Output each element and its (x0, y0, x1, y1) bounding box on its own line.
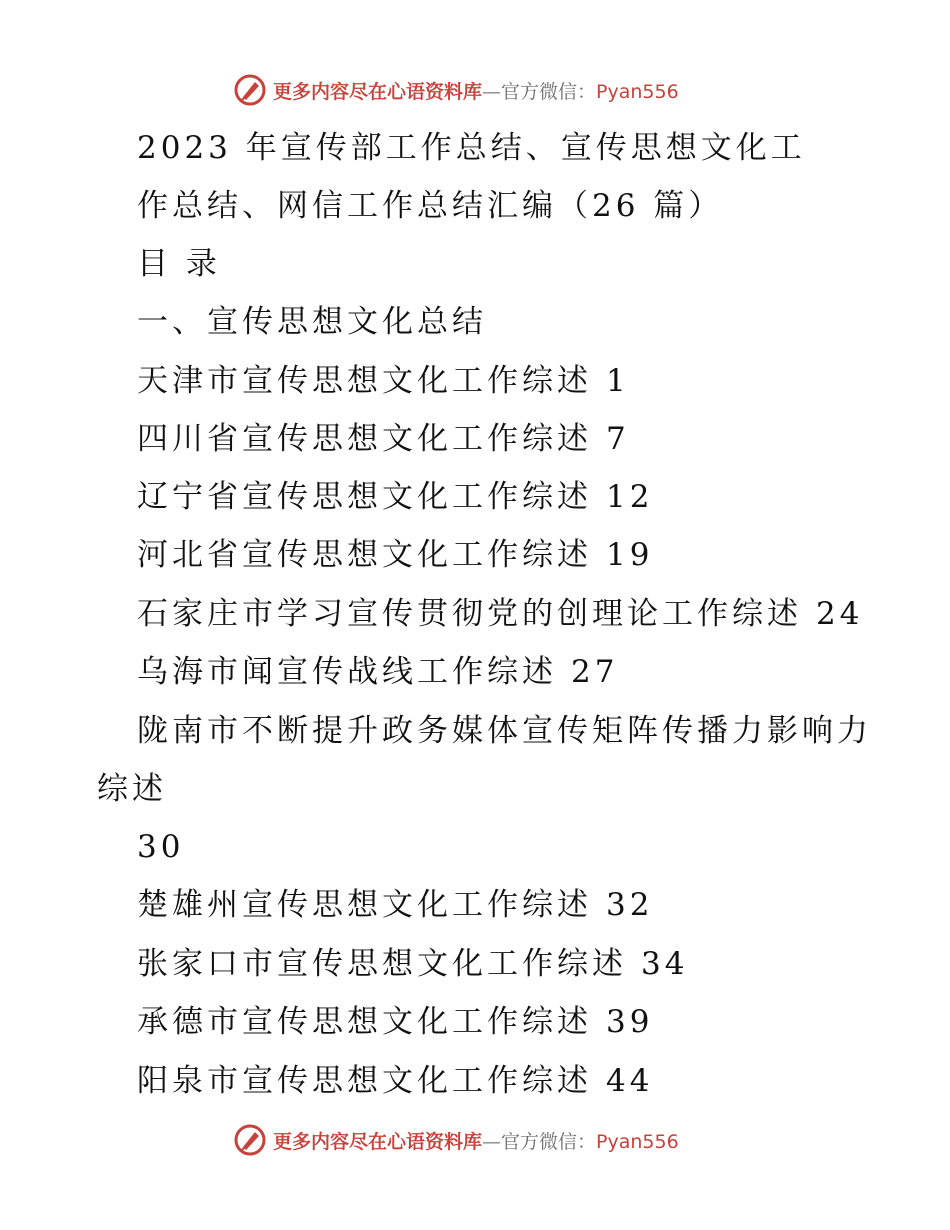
document-title-line-1: 2023 年宣传部工作总结、宣传思想文化工 (137, 130, 806, 166)
toc-entry-page: 1 (606, 363, 630, 399)
watermark-sub-text: 官方微信： (501, 1130, 597, 1153)
watermark-sub-text: 官方微信： (501, 80, 597, 103)
toc-entry-page: 19 (606, 537, 654, 573)
watermark-main-text: 更多内容尽在心语资料库 (273, 1130, 483, 1153)
toc-entry-title: 天津市宣传思想文化工作综述 (137, 363, 592, 399)
toc-entry-title-line-2: 综述 (97, 771, 167, 807)
pen-nib-logo-icon (233, 73, 267, 107)
toc-entry-title-line-1: 陇南市不断提升政务媒体宣传矩阵传播力影响力 (137, 713, 872, 749)
toc-entry (137, 944, 688, 984)
toc-entry (137, 477, 653, 517)
footer-watermark (233, 1120, 679, 1160)
watermark-separator: — (482, 80, 502, 103)
toc-entry (137, 535, 653, 575)
toc-entry (137, 1061, 653, 1101)
toc-entry-page: 27 (571, 654, 619, 690)
watermark-wechat-id: Pyan556 (596, 80, 679, 103)
toc-entry-title: 辽宁省宣传思想文化工作综述 (137, 479, 592, 515)
toc-entry-page: 12 (606, 479, 654, 515)
document-title-line-2: 作总结、网信工作总结汇编（26 篇） (137, 188, 724, 224)
toc-entry-page: 7 (606, 421, 630, 457)
toc-entry-title: 阳泉市宣传思想文化工作综述 (137, 1063, 592, 1099)
toc-entry-title: 承德市宣传思想文化工作综述 (137, 1004, 592, 1040)
toc-entry (137, 361, 630, 401)
toc-entry-title: 石家庄市学习宣传贯彻党的创理论工作综述 (137, 596, 802, 632)
toc-entry-title: 河北省宣传思想文化工作综述 (137, 537, 592, 573)
watermark-separator: — (482, 1130, 502, 1153)
toc-entry-page: 32 (606, 887, 654, 923)
toc-heading: 目 录 (137, 246, 221, 282)
toc-entry (137, 1002, 653, 1042)
toc-entry (137, 652, 618, 692)
toc-entry-title: 四川省宣传思想文化工作综述 (137, 421, 592, 457)
toc-entry-title: 乌海市闻宣传战线工作综述 (137, 654, 557, 690)
watermark-wechat-id: Pyan556 (596, 1130, 679, 1153)
toc-entry-page: 30 (137, 829, 185, 865)
toc-entry-page: 24 (816, 596, 864, 632)
header-watermark (233, 70, 679, 110)
toc-entry-title: 张家口市宣传思想文化工作综述 (137, 946, 627, 982)
watermark-main-text: 更多内容尽在心语资料库 (273, 80, 483, 103)
toc-entry-page: 39 (606, 1004, 654, 1040)
toc-entry-title: 楚雄州宣传思想文化工作综述 (137, 887, 592, 923)
toc-entry (137, 885, 653, 925)
toc-entry-page: 44 (606, 1063, 654, 1099)
toc-entry (137, 594, 863, 634)
pen-nib-logo-icon (233, 1123, 267, 1157)
toc-entry-page: 34 (641, 946, 689, 982)
toc-section-heading: 一、宣传思想文化总结 (137, 304, 487, 340)
toc-entry (137, 419, 630, 459)
